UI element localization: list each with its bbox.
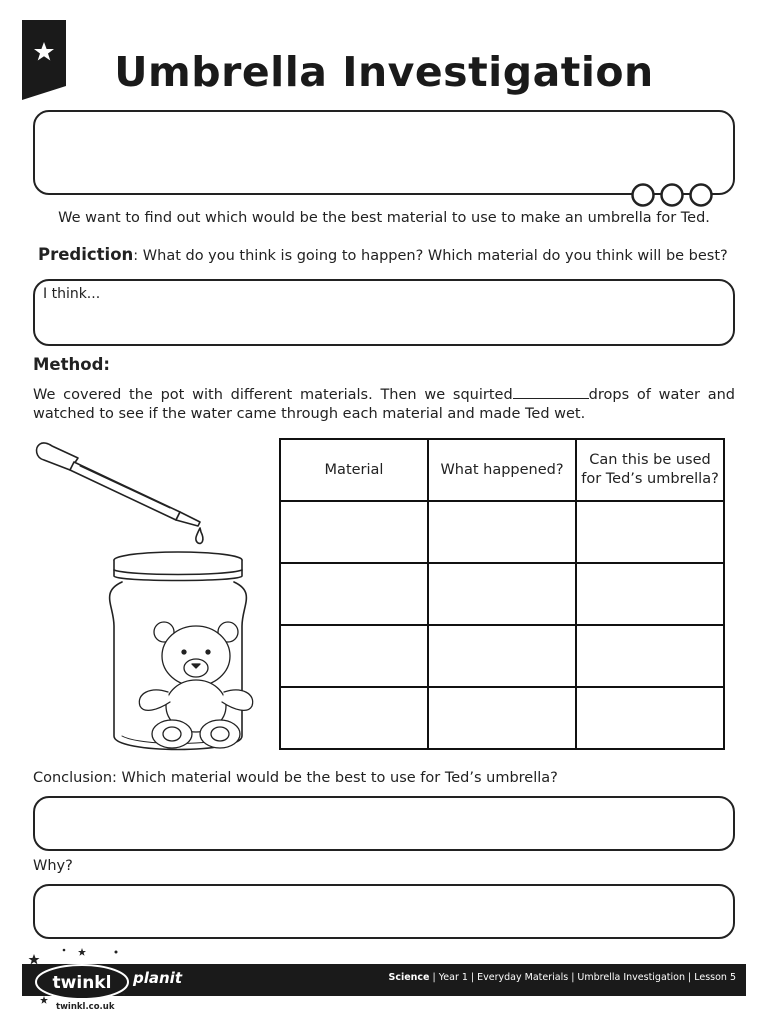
table-cell[interactable] [576, 563, 724, 625]
footer-details: | Year 1 | Everyday Materials | Umbrella Investigation | Lesson 5 [429, 972, 736, 983]
experiment-illustration [30, 436, 280, 766]
drops-blank[interactable] [513, 385, 589, 399]
dropper-icon [37, 443, 200, 526]
table-cell[interactable] [428, 687, 576, 749]
table-cell[interactable] [280, 625, 428, 687]
decorative-dots [630, 182, 714, 208]
footer-subject: Science [388, 972, 430, 983]
table-row [280, 687, 724, 749]
table-cell[interactable] [280, 563, 428, 625]
prediction-starter: I think... [43, 286, 101, 302]
prediction-label: Prediction [38, 245, 134, 264]
footer-info [388, 972, 736, 983]
table-row [280, 625, 724, 687]
prediction-question: : What do you think is going to happen? Which material do you think will be best? [133, 248, 728, 264]
prediction-answer-box[interactable] [33, 279, 735, 346]
results-table [279, 438, 725, 750]
header-what-happened: What happened? [428, 439, 576, 501]
table-cell[interactable] [576, 687, 724, 749]
method-text-before: We covered the pot with different materials. Then we squirted [33, 387, 513, 403]
site-url[interactable]: twinkl.co.uk [56, 1002, 115, 1012]
table-cell[interactable] [428, 501, 576, 563]
table-cell[interactable] [280, 501, 428, 563]
table-cell[interactable] [576, 625, 724, 687]
method-text-after: drops of water and watched to see if the water came through each material and made Ted wet. [33, 387, 736, 422]
aim-text: We want to find out which would be the best material to use to make an umbrella for Ted. [58, 210, 710, 226]
conclusion-answer-box[interactable] [33, 796, 735, 851]
table-cell[interactable] [428, 563, 576, 625]
twinkl-brand-text: twinkl [52, 973, 112, 993]
header-can-be-used: Can this be used for Ted’s umbrella? [576, 439, 724, 501]
table-cell[interactable] [428, 625, 576, 687]
planit-label: planit [133, 969, 182, 987]
prediction-prompt [38, 245, 728, 264]
why-answer-box[interactable] [33, 884, 735, 939]
table-row [280, 501, 724, 563]
water-drop-icon [196, 528, 203, 543]
table-header-row [280, 439, 724, 501]
page-title: Umbrella Investigation [114, 48, 654, 96]
header-material: Material [280, 439, 428, 501]
conclusion-question: Conclusion: Which material would be the best to use for Ted’s umbrella? [33, 770, 558, 786]
method-heading: Method: [33, 355, 110, 374]
why-question: Why? [33, 858, 73, 874]
table-row [280, 563, 724, 625]
table-cell[interactable] [280, 687, 428, 749]
method-text [33, 385, 735, 424]
teddy-bear-icon [139, 622, 252, 748]
table-cell[interactable] [576, 501, 724, 563]
